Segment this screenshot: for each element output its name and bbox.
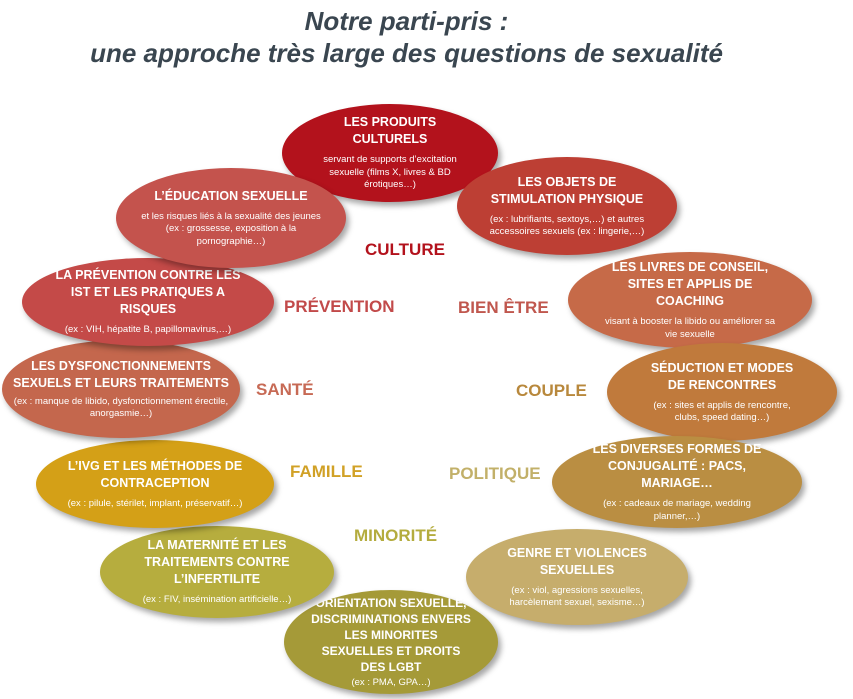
- node-heading: L’ÉDUCATION SEXUELLE: [154, 188, 308, 203]
- node-dysfonctionnements: [2, 340, 240, 438]
- node-education: [116, 168, 346, 268]
- node-detail: servant de supports d’excitation sexuelle (films X, livres & BD érotiques…): [323, 154, 457, 191]
- node-heading: LES PRODUITS CULTURELS: [343, 115, 437, 147]
- category-couple: COUPLE: [516, 381, 587, 400]
- node-heading: LES LIVRES DE CONSEIL, SITES ET APPLIS DE COACHING: [611, 260, 769, 308]
- title-line-2: une approche très large des questions de sexualité: [90, 38, 723, 68]
- category-famille: FAMILLE: [290, 462, 363, 481]
- node-objets-stimulation: [457, 157, 677, 255]
- node-detail: (ex : cadeaux de mariage, wedding planner,…): [603, 498, 751, 522]
- node-ivg: [36, 440, 274, 528]
- node-heading: LES OBJETS DE STIMULATION PHYSIQUE: [490, 174, 644, 206]
- node-prevention-ist: [22, 258, 274, 346]
- node-heading: LA PRÉVENTION CONTRE LES IST ET LES PRATIQUES A RISQUES: [55, 268, 241, 317]
- node-detail: et les risques liés à la sexualité des jeunes (ex : grossesse, exposition à la pornographie…): [141, 210, 321, 247]
- node-heading: ORIENTATION SEXUELLE, DISCRIMINATIONS ENVERS LES MINORITES SEXUELLES ET DROITS DES LGBT: [311, 595, 471, 674]
- category-politique: POLITIQUE: [449, 464, 541, 483]
- node-detail: (ex : lubrifiants, sextoys,…) et autres accessoires sexuels (ex : lingerie,…): [489, 213, 645, 237]
- category-culture: CULTURE: [365, 240, 445, 259]
- category-minorite: MINORITÉ: [354, 526, 438, 545]
- node-orientation: [284, 590, 498, 694]
- node-detail: (ex : VIH, hépatite B, papillomavirus,…): [64, 324, 232, 336]
- node-heading: GENRE ET VIOLENCES SEXUELLES: [507, 545, 647, 577]
- category-bien-etre: BIEN ÊTRE: [458, 298, 549, 317]
- node-livres-conseil: [568, 252, 812, 348]
- category-sante: SANTÉ: [256, 380, 314, 399]
- node-heading: SÉDUCTION ET MODES DE RENCONTRES: [650, 360, 794, 392]
- category-prevention: PRÉVENTION: [284, 297, 395, 316]
- node-heading: LA MATERNITÉ ET LES TRAITEMENTS CONTRE L’INFERTILITE: [144, 538, 290, 587]
- node-detail: (ex : sites et applis de rencontre, clubs, speed dating…): [653, 399, 791, 423]
- node-genre-violences: [466, 529, 688, 625]
- node-heading: LES DIVERSES FORMES DE CONJUGALITÉ : PACS, MARIAGE…: [592, 442, 762, 490]
- node-seduction: [607, 343, 837, 441]
- node-detail: (ex : viol, agressions sexuelles, harcèlement sexuel, sexisme…): [509, 584, 645, 608]
- node-detail: visant à booster la libido ou améliorer sa vie sexuelle: [604, 316, 776, 340]
- node-maternite: [100, 526, 334, 618]
- node-heading: LES DYSFONCTIONNEMENTS SEXUELS ET LEURS TRAITEMENTS: [13, 358, 229, 390]
- node-detail: (ex : manque de libido, dysfonctionnement érectile, anorgasmie…): [13, 395, 229, 419]
- title-line-1: Notre parti-pris :: [304, 6, 509, 36]
- node-heading: L’IVG ET LES MÉTHODES DE CONTRACEPTION: [67, 458, 243, 490]
- node-detail: (ex : FIV, insémination artificielle…): [142, 594, 292, 606]
- node-formes-conjugalite: [552, 436, 802, 528]
- node-detail: (ex : pilule, stérilet, implant, préservatif…): [67, 497, 243, 509]
- node-detail: (ex : PMA, GPA…): [351, 676, 431, 688]
